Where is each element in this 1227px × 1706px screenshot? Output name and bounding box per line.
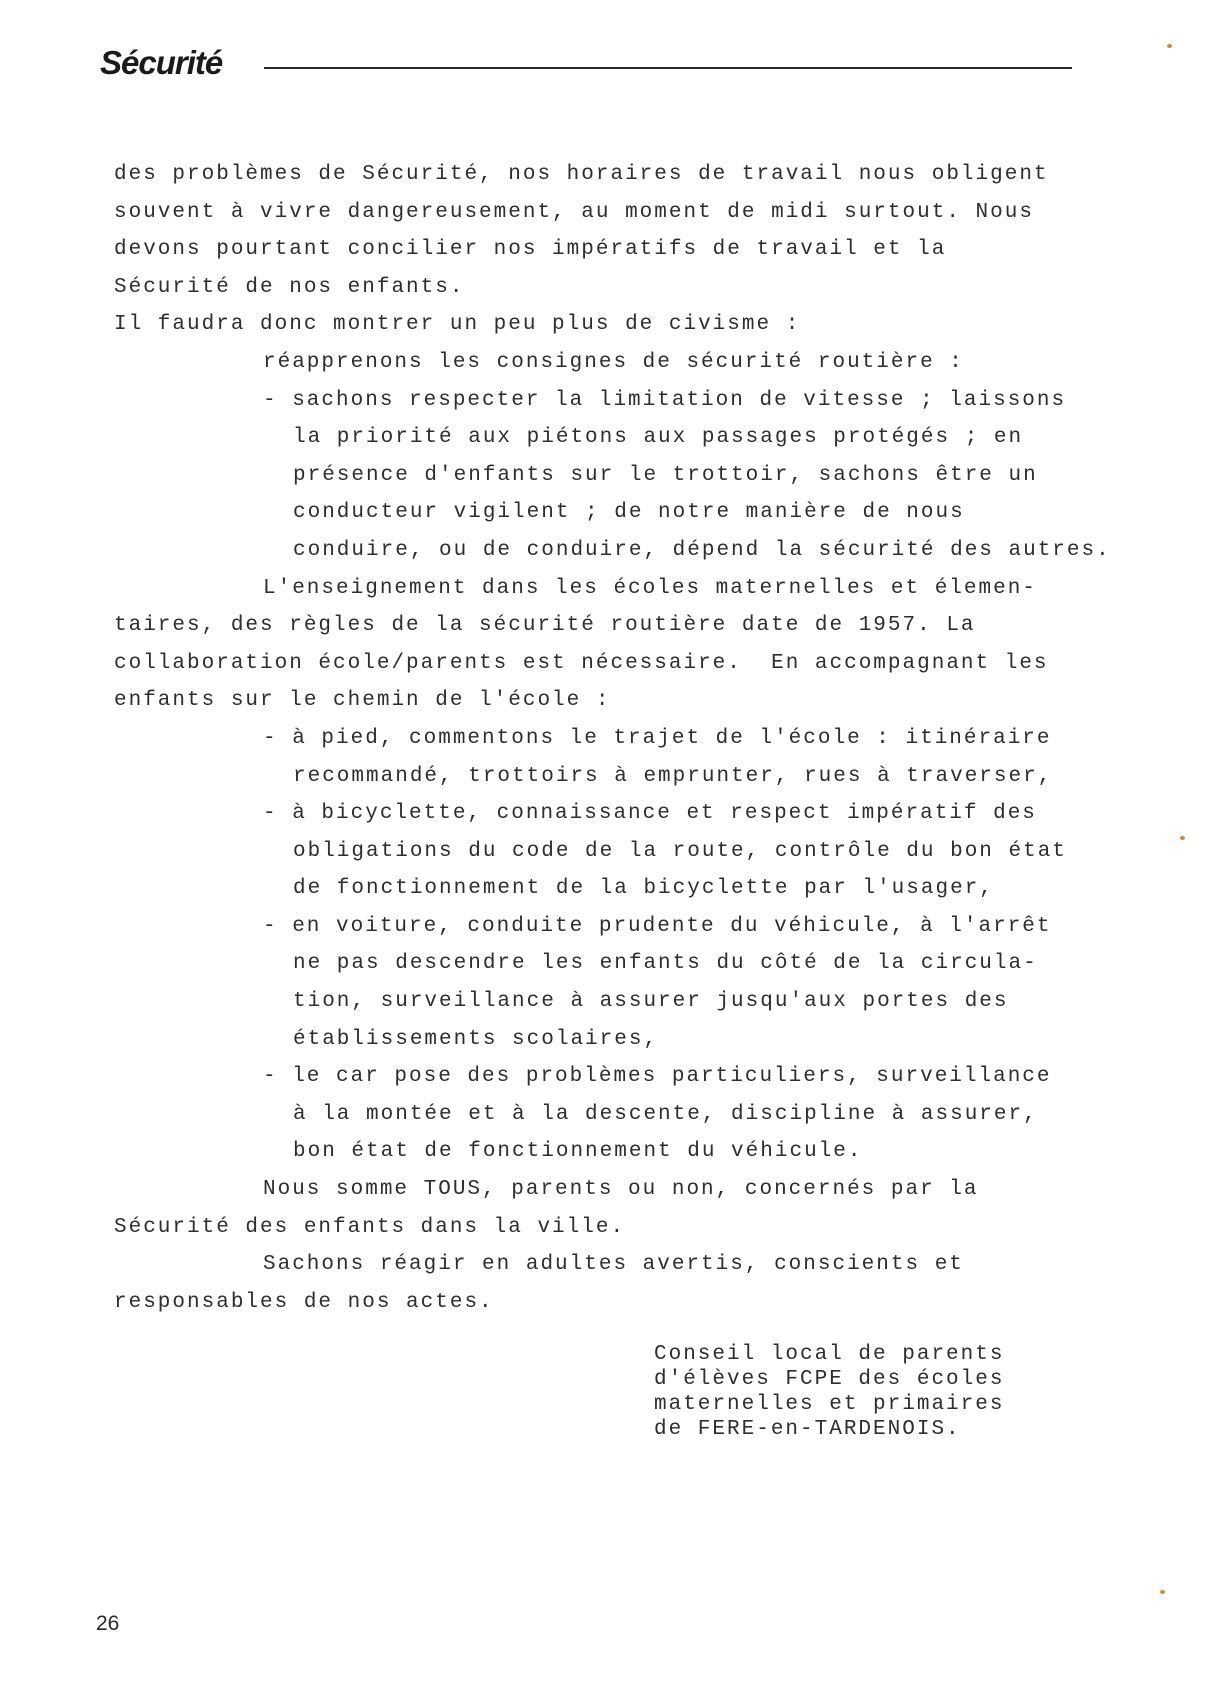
text-line: recommandé, trottoirs à emprunter, rues à traverser, <box>293 764 1053 788</box>
paper-speck <box>1180 836 1185 840</box>
text-line: - sachons respecter la limitation de vitesse ; laissons <box>263 388 1067 412</box>
text-line: réapprenons les consignes de sécurité routière : <box>263 350 964 374</box>
text-line: taires, des règles de la sécurité routière date de 1957. La <box>114 614 976 638</box>
text-line: la priorité aux piétons aux passages protégés ; en <box>293 426 1024 450</box>
signature-block <box>654 1342 1004 1442</box>
signature-line: de FERE-en-TARDENOIS. <box>654 1418 961 1441</box>
text-line: Sachons réagir en adultes avertis, conscients et <box>263 1253 964 1277</box>
text-line: souvent à vivre dangereusement, au moment de midi surtout. Nous <box>114 200 1034 224</box>
paper-speck <box>1167 44 1172 48</box>
text-line: conduire, ou de conduire, dépend la sécurité des autres. <box>293 538 1111 562</box>
text-line: conducteur vigilent ; de notre manière de nous <box>293 501 965 525</box>
text-line: présence d'enfants sur le trottoir, sachons être un <box>293 463 1038 487</box>
text-line: responsables de nos actes. <box>114 1290 494 1314</box>
article-body <box>114 156 1154 1321</box>
text-line: Il faudra donc montrer un peu plus de civisme : <box>114 313 801 337</box>
signature-line: d'élèves FCPE des écoles <box>654 1368 1005 1391</box>
signature-line: maternelles et primaires <box>654 1393 1005 1416</box>
text-line: Nous somme TOUS, parents ou non, concernés par la <box>263 1178 979 1202</box>
text-line: Sécurité des enfants dans la ville. <box>114 1215 626 1239</box>
header-rule <box>264 67 1072 69</box>
page-number: 26 <box>96 1612 120 1635</box>
text-line: Sécurité de nos enfants. <box>114 275 465 299</box>
text-line: L'enseignement dans les écoles maternelles et élemen- <box>263 576 1037 600</box>
text-line: enfants sur le chemin de l'école : <box>114 689 611 713</box>
text-line: - en voiture, conduite prudente du véhicule, à l'arrêt <box>263 914 1052 938</box>
paper-speck <box>1160 1590 1165 1594</box>
text-line: devons pourtant concilier nos impératifs de travail et la <box>114 238 947 262</box>
page-title: Sécurité <box>100 44 223 81</box>
text-line: de fonctionnement de la bicyclette par l'usager, <box>293 877 994 901</box>
text-line: - à pied, commentons le trajet de l'école : itinéraire <box>263 726 1052 750</box>
text-line: - à bicyclette, connaissance et respect impératif des <box>263 802 1037 826</box>
text-line: des problèmes de Sécurité, nos horaires de travail nous obligent <box>114 163 1049 186</box>
text-line: à la montée et à la descente, discipline à assurer, <box>293 1102 1038 1126</box>
text-line: établissements scolaires, <box>293 1027 659 1051</box>
text-line: - le car pose des problèmes particuliers, surveillance <box>263 1065 1052 1089</box>
text-line: collaboration école/parents est nécessaire. En accompagnant les <box>114 651 1049 675</box>
text-line: obligations du code de la route, contrôle du bon état <box>293 839 1067 863</box>
text-line: tion, surveillance à assurer jusqu'aux portes des <box>293 990 1009 1014</box>
text-line: ne pas descendre les enfants du côté de la circula- <box>293 952 1038 976</box>
signature-line: Conseil local de parents <box>654 1343 1005 1366</box>
text-line: bon état de fonctionnement du véhicule. <box>293 1140 863 1164</box>
